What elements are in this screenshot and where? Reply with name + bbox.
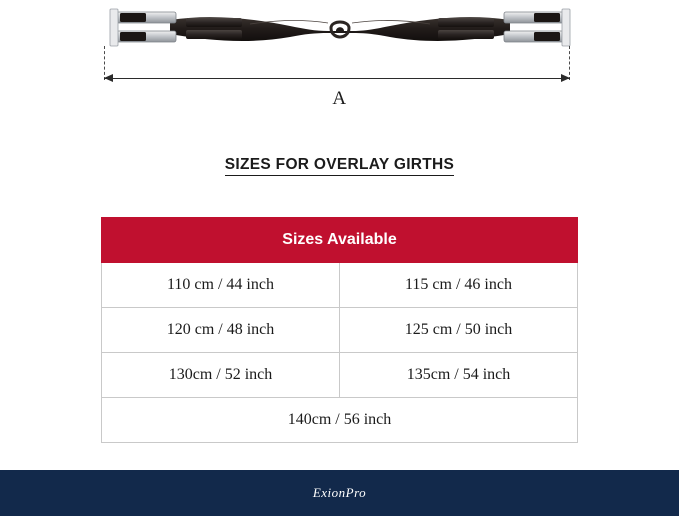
table-cell: 115 cm / 46 inch: [340, 263, 578, 308]
left-elastic-upper: [186, 18, 242, 27]
left-billet-plate: [110, 9, 118, 46]
section-heading-text: SIZES FOR OVERLAY GIRTHS: [225, 156, 454, 176]
girth-graphic: [100, 4, 580, 56]
dimension-arrow-left-icon: [104, 74, 113, 82]
table-cell: 135cm / 54 inch: [340, 353, 578, 398]
left-strap-lower: [120, 32, 146, 41]
table-row: [102, 353, 578, 398]
table-row: [102, 308, 578, 353]
girth-image: [100, 4, 580, 56]
table-header-cell: Sizes Available: [102, 218, 578, 263]
right-strap-lower: [534, 32, 560, 41]
sizes-table: [101, 217, 578, 443]
table-cell: 130cm / 52 inch: [102, 353, 340, 398]
right-strap-upper: [534, 13, 560, 22]
table-cell: 125 cm / 50 inch: [340, 308, 578, 353]
right-elastic-upper: [438, 18, 494, 27]
sizes-table-wrap: [101, 217, 578, 443]
dimension-line: [104, 78, 570, 79]
left-elastic-lower: [186, 30, 242, 39]
table-cell: 120 cm / 48 inch: [102, 308, 340, 353]
table-cell: 110 cm / 44 inch: [102, 263, 340, 308]
left-strap-upper: [120, 13, 146, 22]
table-cell-full-width: 140cm / 56 inch: [102, 398, 578, 443]
product-illustration-area: [0, 0, 679, 118]
table-row: [102, 263, 578, 308]
dimension-label: A: [332, 88, 347, 109]
table-header-row: [102, 218, 578, 263]
right-billet-plate: [562, 9, 570, 46]
brand-logo: ExionPro: [312, 485, 367, 500]
dimension-arrow-right-icon: [561, 74, 570, 82]
section-heading: [0, 156, 679, 174]
right-elastic-lower: [438, 30, 494, 39]
table-row: [102, 398, 578, 443]
footer-bar: [0, 470, 679, 516]
